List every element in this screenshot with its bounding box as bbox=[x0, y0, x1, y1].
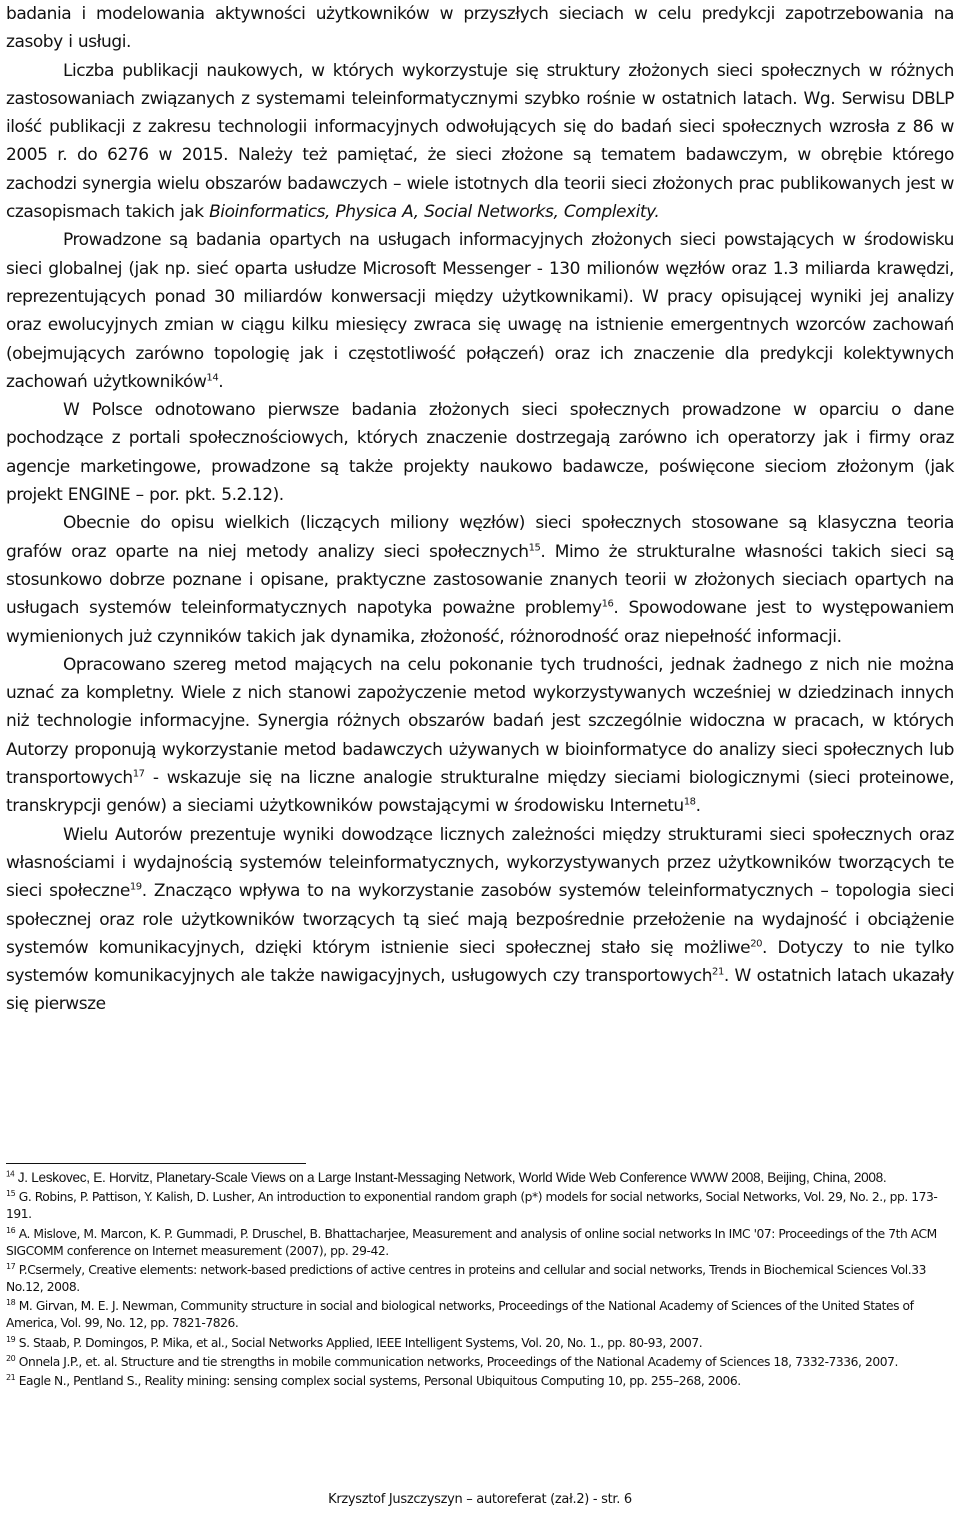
footnote-text: A. Mislove, M. Marcon, K. P. Gummadi, P. Druschel, B. Bhattacharjee, Measurement and analysis of online social networks In IMC '07: Proceedings of the 7th ACM SIGCOMM conference on Internet measurement (2007), pp. 29-42. bbox=[6, 1226, 937, 1258]
footnote-number: 17 bbox=[6, 1261, 16, 1271]
paragraph bbox=[6, 57, 954, 227]
main-text bbox=[6, 0, 954, 1019]
footnote-number: 18 bbox=[6, 1298, 16, 1308]
footnote-text: M. Girvan, M. E. J. Newman, Community structure in social and biological networks, Proceedings of the National Academy of Sciences of the United States of America, Vol. 99, No. 12, pp. 7821-7826. bbox=[6, 1299, 914, 1331]
paragraph-text: badania i modelowania aktywności użytkowników w przyszłych sieciach w celu predykcji zapotrzebowania na zasoby i usługi. bbox=[6, 4, 954, 53]
footnote bbox=[6, 1189, 956, 1223]
paragraph-text: . Mimo że strukturalne własności takich sieci są stosunkowo dobrze poznane i opisane, praktyczne zastosowanie znanych teorii w złożonych sieciach opartych na usługach systemów teleinformatycznych napotyka poważne problemy bbox=[6, 541, 954, 619]
footnote-ref: 15 bbox=[528, 541, 541, 553]
paragraph bbox=[6, 226, 954, 396]
paragraph-text: Liczba publikacji naukowych, w których wykorzystuje się struktury złożonych sieci społecznych w różnych zastosowaniach związanych z systemami teleinformatycznymi szybko rośnie w ostatnich latach. Wg. Serwisu DBLP ilość publikacji z zakresu technologii informacyjnych odwołujących się do badań sieci społecznych wzrosła z 86 w 2005 r. do 6276 w 2015. Należy też pamiętać, że sieci złożone są tematem badawczym, w obrębie którego zachodzi synergia wielu obszarów badawczych – wiele istotnych dla teorii sieci złożonych prac publikowanych jest w czasopismach takich jak bbox=[6, 60, 954, 223]
footnote bbox=[6, 1226, 956, 1260]
footnote-ref: 18 bbox=[683, 796, 696, 808]
document-page bbox=[6, 0, 954, 1019]
footnote-text: Eagle N., Pentland S., Reality mining: sensing complex social systems, Personal Ubiquitous Computing 10, pp. 255–268, 2006. bbox=[15, 1374, 741, 1389]
footnotes bbox=[6, 1170, 956, 1393]
footnote-number: 21 bbox=[6, 1373, 16, 1383]
footnote-text: S. Staab, P. Domingos, P. Mika, et al., Social Networks Applied, IEEE Intelligent Systems, Vol. 20, No. 1., pp. 80-93, 2007. bbox=[15, 1335, 703, 1350]
footnote bbox=[6, 1262, 956, 1296]
paragraph-text: W Polsce odnotowano pierwsze badania złożonych sieci społecznych prowadzone w oparciu o dane pochodzące z portali społecznościowych, których znaczenie dostrzegają zarówno ich operatorzy jak i firmy oraz agencje marketingowe, prowadzone są także projekty naukowo badawcze, poświęcone sieciom złożonym (jak projekt ENGINE – por. pkt. 5.2.12). bbox=[6, 400, 954, 506]
footnote-ref: 17 bbox=[132, 768, 145, 780]
paragraph-text: . Spowodowane jest to występowaniem wymienionych już czynników takich jak dynamika, złożoność, różnorodność oraz niepełność informacji. bbox=[6, 598, 954, 647]
paragraph bbox=[6, 821, 954, 1019]
paragraph bbox=[6, 0, 954, 57]
paragraph bbox=[6, 396, 954, 509]
paragraph-text: . bbox=[218, 371, 224, 392]
footnote-text: J. Leskovec, E. Horvitz, Planetary-Scale Views on a Large Instant-Messaging Network, World Wide Web Conference WWW 2008, Beijing, China, 2008. bbox=[14, 1170, 887, 1185]
paragraph-text: Opracowano szereg metod mających na celu pokonanie tych trudności, jednak żadnego z nich nie można uznać za kompletny. Wiele z nich stanowi zapożyczenie metod wykorzystywanych wcześniej w dziedzinach innych niż technologie informacyjne. Synergia różnych obszarów badań jest szczególnie widoczna w pracach, w których Autorzy proponują wykorzystanie metod badawczych używanych w bioinformatyce do analizy sieci społecznych lub transportowych bbox=[6, 654, 954, 789]
footnote bbox=[6, 1170, 956, 1187]
footnote-number: 20 bbox=[6, 1353, 16, 1363]
footnote-number: 19 bbox=[6, 1334, 16, 1344]
footnote-ref: 19 bbox=[129, 881, 142, 893]
footnote-number: 14 bbox=[6, 1169, 15, 1179]
paragraph-text: - wskazuje się na liczne analogie strukturalne między sieciami biologicznymi (sieci proteinowe, transkrypcji genów) a sieciami użytkowników powstającymi w środowisku Internetu bbox=[6, 768, 954, 817]
footnote bbox=[6, 1298, 956, 1332]
footnote-separator bbox=[6, 1163, 306, 1164]
footnote-number: 16 bbox=[6, 1225, 16, 1235]
footnote-text: Onnela J.P., et. al. Structure and tie strengths in mobile communication networks, Proceedings of the National Academy of Sciences 18, 7332-7336, 2007. bbox=[15, 1355, 898, 1370]
paragraph bbox=[6, 651, 954, 821]
footnote-number: 15 bbox=[6, 1189, 16, 1199]
paragraph bbox=[6, 509, 954, 650]
paragraph-text: Wielu Autorów prezentuje wyniki dowodzące licznych zależności między strukturami sieci społecznych oraz własnościami i wydajnością systemów teleinformatycznych, wykorzystywanych przez użytkowników tworzących te sieci społeczne bbox=[6, 824, 954, 902]
footnote-ref: 21 bbox=[712, 966, 724, 978]
page-footer: Krzysztof Juszczyszyn – autoreferat (zał.2) - str. 6 bbox=[328, 1492, 632, 1507]
paragraph-text: . Znacząco wpływa to na wykorzystanie zasobów systemów teleinformatycznych – topologia sieci społecznej oraz role użytkowników tworzących tą sieć mają bezpośrednie przełożenie na wydajność i obciążenie systemów komunikacyjnych, dzięki którym istnienie sieci społecznej stało się możliwe bbox=[6, 881, 954, 958]
paragraph-text: . bbox=[695, 796, 701, 817]
footnote bbox=[6, 1373, 956, 1390]
footnote-ref: 16 bbox=[601, 598, 614, 610]
paragraph-text: Prowadzone są badania opartych na usługach informacyjnych złożonych sieci powstających w środowisku sieci globalnej (jak np. sieć oparta usłudze Microsoft Messenger - 130 milionów węzłów oraz 1.3 miliarda krawędzi, reprezentujących ponad 30 miliardów konwersacji między użytkownikami). W pracy opisującej wyniki jej analizy oraz ewolucyjnych zmian w ciągu kilku miesięcy zwraca się uwagę na istnienie emergentnych wzorców zachowań (obejmujących zarówno topologię jak i częstotliwość połączeń) oraz ich znaczenie dla predykcji kolektywnych zachowań użytkowników bbox=[6, 230, 954, 392]
paragraph-text: . Dotyczy to nie tylko systemów komunikacyjnych ale także nawigacyjnych, usługowych czy transportowych bbox=[6, 937, 955, 987]
footnote bbox=[6, 1354, 956, 1371]
footnote-ref: 14 bbox=[206, 372, 219, 384]
paragraph-text: Obecnie do opisu wielkich (liczących miliony węzłów) sieci społecznych stosowane są klasyczna teoria grafów oraz oparte na niej metody analizy sieci społecznych bbox=[6, 513, 954, 562]
journal-list: Bioinformatics, Physica A, Social Networks, Complexity. bbox=[209, 202, 660, 223]
footnote bbox=[6, 1335, 956, 1352]
footnote-text: P.Csermely, Creative elements: network-based predictions of active centres in proteins and cellular and social networks, Trends in Biochemical Sciences Vol.33 No.12, 2008. bbox=[6, 1263, 926, 1294]
footnote-text: G. Robins, P. Pattison, Y. Kalish, D. Lusher, An introduction to exponential random graph (p*) models for social networks, Social Networks, Vol. 29, No. 2., pp. 173-191. bbox=[6, 1190, 938, 1222]
paragraph-text: . W ostatnich latach ukazały się pierwsze bbox=[6, 966, 954, 1015]
footnote-ref: 20 bbox=[750, 938, 763, 950]
